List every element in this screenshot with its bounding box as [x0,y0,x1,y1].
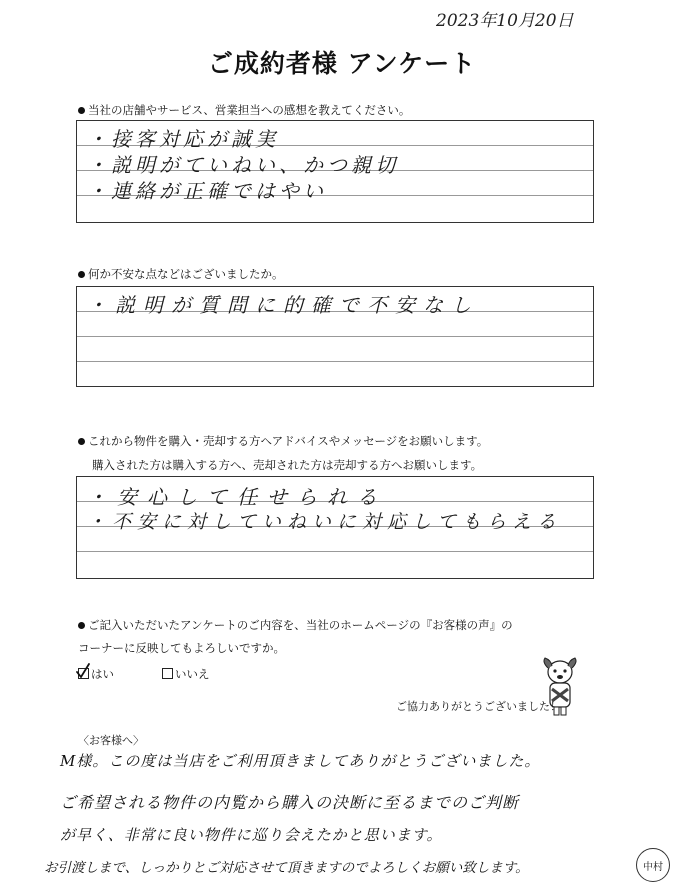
thanks-message: ご協力ありがとうございました！ [396,700,561,713]
consent-yes-option[interactable] [78,666,114,682]
handwritten-answer: ・説明がていねい、かつ親切 [87,153,399,177]
bullet-icon [78,622,85,629]
handwritten-answer: ・不安に対していねいに対応してもらえる [87,511,563,533]
checkbox-no[interactable] [162,668,173,679]
name-stamp [636,848,670,882]
question-2 [78,266,284,282]
handwritten-answer: ・接客対応が誠実 [87,127,279,151]
answer-box-3 [76,476,594,579]
yes-label: はい [91,667,114,681]
staff-message-line: ご希望される物件の内覧から購入の決断に至るまでのご判断 [60,793,520,812]
bullet-icon [78,271,85,278]
customer-note-label: 〈お客様へ〉 [78,734,144,747]
bullet-icon [78,107,85,114]
question-4 [78,617,513,633]
staff-message-line: お引渡しまで、しっかりとご対応させて頂きますのでよろしくお願い致します。 [44,860,529,876]
staff-message-line: が早く、非常に良い物件に巡り会えたかと思います。 [60,826,443,844]
handwritten-answer: ・連絡が正確ではやい [87,179,327,203]
question-4-line1: ご記入いただいたアンケートのご内容を、当社のホームページの『お客様の声』の [88,618,513,632]
checkbox-yes[interactable] [78,668,89,679]
consent-no-option[interactable] [162,666,210,682]
ruled-line [77,551,593,552]
question-3 [78,433,488,449]
question-4-line2: コーナーに反映してもよろしいですか。 [78,641,285,655]
survey-date: 2023年10月20日 [436,11,574,31]
question-3-sub: 購入された方は購入する方へ、売却された方は売却する方へお願いします。 [92,458,483,472]
handwritten-answer: ・説明が質問に的確で不安なし [87,293,479,317]
answer-box-1 [76,120,594,223]
page-title: ご成約者様 アンケート [207,49,477,78]
question-1-text: 当社の店舗やサービス、営業担当への感想を教えてください。 [88,103,411,117]
no-label: いいえ [175,667,210,681]
stamp-text: 中村 [643,861,663,873]
staff-message-line: M様。この度は当店をご利用頂きましてありがとうございました。 [60,752,541,770]
question-1 [78,102,410,118]
question-3-text: これから物件を購入・売却する方へアドバイスやメッセージをお願いします。 [88,434,489,448]
handwritten-answer: ・安心して任せられる [87,485,387,509]
ruled-line [77,361,593,362]
question-2-text: 何か不安な点などはございましたか。 [88,267,284,281]
bullet-icon [78,438,85,445]
answer-box-2 [76,286,594,387]
check-mark-icon [75,663,91,679]
ruled-line [77,336,593,337]
